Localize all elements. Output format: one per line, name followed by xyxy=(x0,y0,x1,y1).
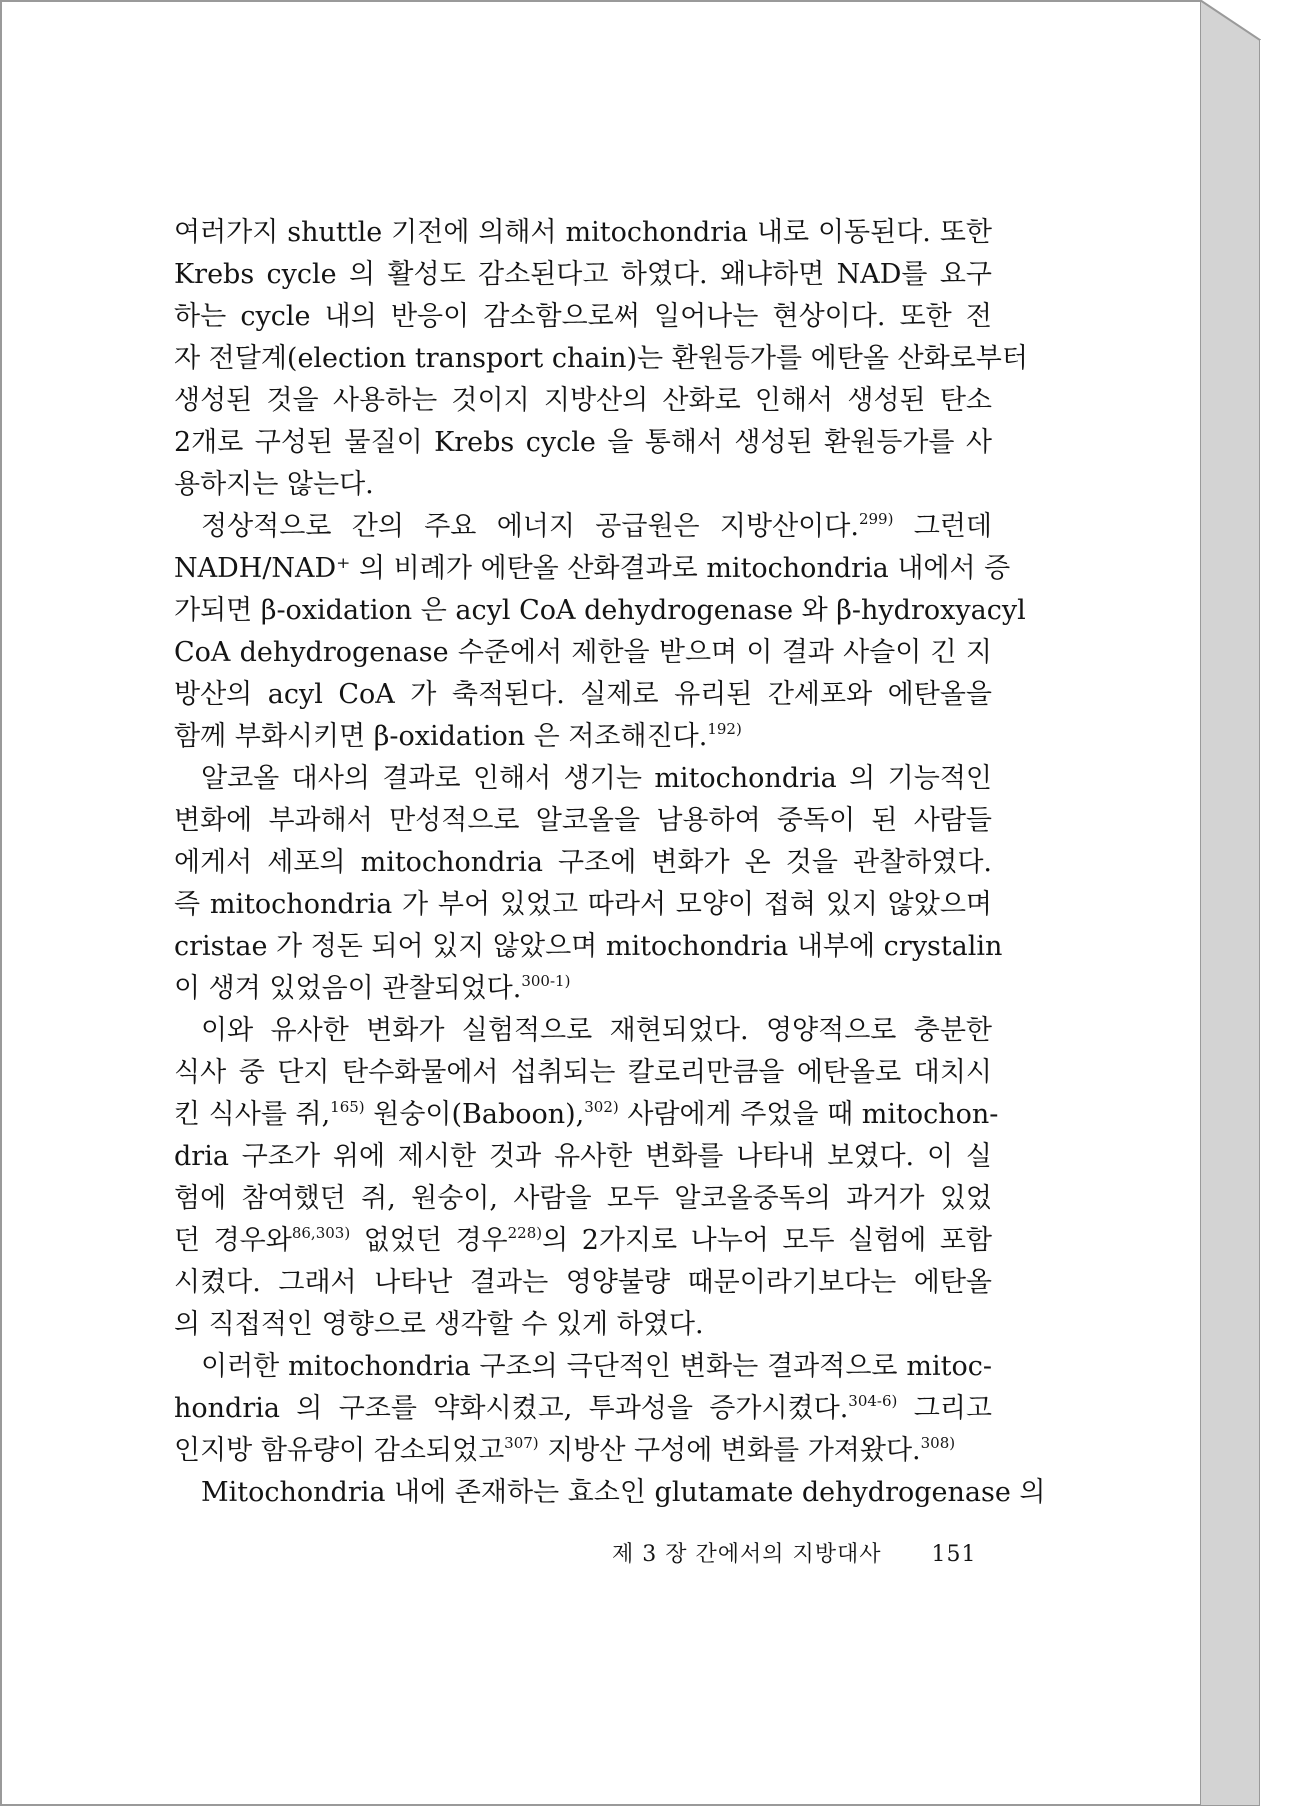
citation-superscript: 299) xyxy=(858,510,894,528)
citation-superscript: 86,303) xyxy=(291,1224,351,1242)
running-head: 제 3 장 간에서의 지방대사 xyxy=(612,1542,882,1567)
text-line: 던 경우와$^{86,303)}$ 없었던 경우$^{228)}$의 2가지로 나누어 모두 실험에 포함 xyxy=(174,1224,992,1256)
text-line: 이러한 mitochondria 구조의 극단적인 변화는 결과적으로 mitoc- xyxy=(201,1351,992,1382)
text-line: 정상적으로 간의 주요 에너지 공급원은 지방산이다.$^{299)}$ 그런데 xyxy=(201,510,992,542)
text-line: 험에 참여했던 쥐, 원숭이, 사람을 모두 알코올중독의 과거가 있었 xyxy=(174,1183,992,1214)
text-line: Mitochondria 내에 존재하는 효소인 glutamate dehydrogenase 의 xyxy=(201,1477,1046,1508)
text-line: CoA dehydrogenase 수준에서 제한을 받으며 이 결과 사슬이 긴 지 xyxy=(174,637,992,668)
paragraph xyxy=(174,1346,992,1472)
citation-superscript: 307) xyxy=(504,1434,539,1452)
text-line: 인지방 함유량이 감소되었고$^{307)}$ 지방산 구성에 변화를 가져왔다.$^{308)}$ xyxy=(174,1434,956,1466)
text-line: 가되면 β-oxidation 은 acyl CoA dehydrogenase 와 β-hydroxyacyl xyxy=(174,595,1026,626)
citation-superscript: 308) xyxy=(920,1434,956,1452)
citation-superscript: 192) xyxy=(707,720,742,738)
text-line: 킨 식사를 쥐,$^{165)}$ 원숭이(Baboon),$^{302)}$ 사람에게 주었을 때 mitochon- xyxy=(174,1098,999,1130)
citation-superscript: 228) xyxy=(507,1224,543,1242)
citation-superscript: 304-6) xyxy=(848,1392,898,1410)
page-edge-3d xyxy=(1200,0,1298,1806)
citation-superscript: 300-1) xyxy=(521,972,571,990)
paragraph xyxy=(174,1010,999,1346)
paragraph xyxy=(174,758,1003,1010)
text-line: 자 전달계(election transport chain)는 환원등가를 에탄올 산화로부터 xyxy=(174,343,1028,374)
citation-superscript: 165) xyxy=(330,1098,365,1116)
page-number: 151 xyxy=(931,1542,977,1567)
text-line: 즉 mitochondria 가 부어 있었고 따라서 모양이 접혀 있지 않았으며 xyxy=(174,889,992,920)
text-line: hondria 의 구조를 약화시켰고, 투과성을 증가시켰다.$^{304-6)}$ 그리고 xyxy=(174,1392,992,1424)
text-line: 용하지는 않는다. xyxy=(174,469,374,500)
text-line: 2개로 구성된 물질이 Krebs cycle 을 통해서 생성된 환원등가를 사 xyxy=(174,427,992,458)
text-line: 함께 부화시키면 β-oxidation 은 저조해진다.$^{192)}$ xyxy=(174,720,742,752)
text-line: cristae 가 정돈 되어 있지 않았으며 mitochondria 내부에 crystalin xyxy=(174,931,1003,962)
paragraph xyxy=(174,506,1026,758)
body-text xyxy=(174,212,1046,1514)
text-line: dria 구조가 위에 제시한 것과 유사한 변화를 나타내 보였다. 이 실 xyxy=(174,1141,992,1172)
text-line: 이와 유사한 변화가 실험적으로 재현되었다. 영양적으로 충분한 xyxy=(201,1015,992,1046)
text-line: 시켰다. 그래서 나타난 결과는 영양불량 때문이라기보다는 에탄올 xyxy=(174,1267,992,1298)
page-footer xyxy=(612,1537,977,1568)
text-line: 에게서 세포의 mitochondria 구조에 변화가 온 것을 관찰하였다. xyxy=(174,847,992,878)
text-line: 하는 cycle 내의 반응이 감소함으로써 일어나는 현상이다. 또한 전 xyxy=(174,301,992,332)
text-line: 변화에 부과해서 만성적으로 알코올을 남용하여 중독이 된 사람들 xyxy=(174,805,992,836)
text-line: 여러가지 shuttle 기전에 의해서 mitochondria 내로 이동된다. 또한 xyxy=(174,217,992,248)
text-line: 생성된 것을 사용하는 것이지 지방산의 산화로 인해서 생성된 탄소 xyxy=(174,385,992,416)
text-line: NADH/NAD⁺ 의 비례가 에탄올 산화결과로 mitochondria 내에서 증 xyxy=(174,553,1011,584)
text-line: 이 생겨 있었음이 관찰되었다.$^{300-1)}$ xyxy=(174,972,571,1004)
paragraph xyxy=(174,1472,1046,1514)
paragraph xyxy=(174,212,1028,506)
text-line: 방산의 acyl CoA 가 축적된다. 실제로 유리된 간세포와 에탄올을 xyxy=(174,679,992,710)
text-line: 식사 중 단지 탄수화물에서 섭취되는 칼로리만큼을 에탄올로 대치시 xyxy=(174,1057,992,1088)
text-line: Krebs cycle 의 활성도 감소된다고 하였다. 왜냐하면 NAD를 요구 xyxy=(174,259,992,290)
text-line: 알코올 대사의 결과로 인해서 생기는 mitochondria 의 기능적인 xyxy=(201,763,992,794)
text-line: 의 직접적인 영향으로 생각할 수 있게 하였다. xyxy=(174,1309,704,1340)
citation-superscript: 302) xyxy=(584,1098,619,1116)
